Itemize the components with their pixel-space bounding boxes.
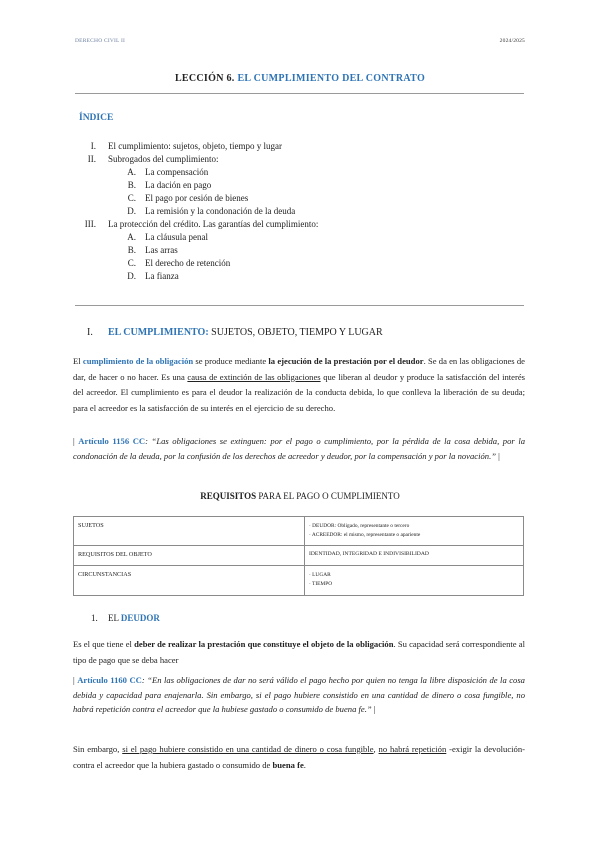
index-item-label: La compensación (145, 167, 209, 177)
index-item-number: A. (127, 167, 136, 177)
index-item-label: La dación en pago (145, 180, 212, 190)
index-item-number: C. (127, 193, 136, 203)
index-item-number: C. (127, 258, 136, 268)
table-row (74, 517, 524, 546)
bold-phrase: la ejecución de la prestación por el deudor (268, 356, 424, 366)
bold-phrase: deber de realizar la prestación que constituye el objeto de la obligación (134, 639, 394, 649)
index-item-number: D. (127, 271, 136, 281)
index-item-label: La protección del crédito. Las garantías del cumplimiento: (108, 219, 319, 229)
requirements-heading: REQUISITOS PARA EL PAGO O CUMPLIMIENTO (200, 491, 400, 501)
underlined-phrase: si el pago hubiere consistido en una cantidad de dinero o cosa fungible (122, 744, 374, 754)
section-title-bold: EL CUMPLIMIENTO: (108, 327, 209, 338)
subsection-number: 1. (91, 613, 98, 623)
table-row (74, 546, 524, 566)
paragraph-deudor: Es el que tiene el deber de realizar la prestación que constituye el objeto de la obligación. Su capacidad será correspondiente al tipo de pago que se deba hacer (73, 639, 525, 665)
article-quote: | Artículo 1156 CC: “Las obligaciones se extinguen: por el pago o cumplimiento, por la pérdida de la cosa debida, por la condonación de la deuda, por la confusión de los derechos de acreedor y deudor, por la compensación y por la novación.” | (73, 436, 525, 461)
lesson-title (0, 73, 600, 84)
index-item-number: II. (87, 154, 96, 164)
table-cell-value: · DEUDOR: Obligado, representante o tercero · ACREEDOR: el mismo, representante o apariente (305, 517, 524, 546)
header-course: DERECHO CIVIL II (75, 38, 126, 44)
index-item-label: El pago por cesión de bienes (145, 193, 249, 203)
index-heading: ÍNDICE (79, 113, 114, 123)
underlined-phrase: no habrá repetición (378, 744, 447, 754)
paragraph-repeticion: Sin embargo, si el pago hubiere consistido en una cantidad de dinero o cosa fungible, no habrá repetición -exigir la devolución- contra el acreedor que la hubiera gastado o consumido de buena fe. (73, 744, 525, 770)
index-item-label: La fianza (145, 271, 179, 281)
paragraph-definition: El cumplimiento de la obligación se produce mediante la ejecución de la prestación por el deudor. Se da en las obligaciones de dar, de hacer o no hacer. Es una causa de extinción de las obligaciones que liberan al deudor y produce la satisfacción del interés del acreedor. El cumplimiento es para el deudor la realización de la conducta debida, lo que conlleva la liberación de su deuda; para el acreedor es la satisfacción de su interés en el ejercicio de su derecho. (73, 356, 525, 413)
lesson-number: LECCIÓN 6. (174, 73, 235, 84)
index-item-label: La cláusula penal (145, 232, 208, 242)
lesson-name: EL CUMPLIMIENTO DEL CONTRATO (237, 73, 426, 84)
section-number: I. (87, 327, 93, 338)
index-item-label: Subrogados del cumplimiento: (108, 154, 219, 164)
header-year: 2024/2025 (499, 38, 525, 44)
index-item-label: El derecho de retención (145, 258, 231, 268)
index-item-number: B. (127, 180, 136, 190)
requirements-table (73, 516, 524, 596)
table-cell-label: REQUISITOS DEL OBJETO (74, 546, 305, 566)
index-item-label: Las arras (145, 245, 178, 255)
bold-phrase: buena fe (272, 759, 304, 770)
index-divider (75, 305, 524, 306)
table-cell-label: SUJETOS (74, 517, 305, 546)
index-item-number: A. (127, 232, 136, 242)
highlight-term: cumplimiento de la obligación (82, 356, 194, 366)
table-cell-label: CIRCUNSTANCIAS (74, 566, 305, 596)
index-item-label: La remisión y la condonación de la deuda (145, 206, 296, 216)
index-item-label: El cumplimiento: sujetos, objeto, tiempo y lugar (108, 141, 282, 151)
table-row (74, 566, 524, 596)
index-item-number: D. (127, 206, 136, 216)
article-reference: Artículo 1156 CC (78, 436, 146, 446)
subsection-title-bold: DEUDOR (120, 613, 160, 623)
table-cell-value: IDENTIDAD, INTEGRIDAD E INDIVISIBILIDAD (305, 546, 524, 566)
underlined-phrase: causa de extinción de las obligaciones (187, 371, 321, 382)
article-quote: | Artículo 1160 CC: “En las obligaciones de dar no será válido el pago hecho por quien no tenga la libre disposición de la cosa debida y capacidad para enajenarla. Sin embargo, si el pago hubiere consistido en una cantidad de dinero o cosa fungible, no habrá repetición contra el acreedor que la hubiese gastado o consumido de buena fe.” | (73, 675, 525, 714)
index-item-number: I. (90, 141, 96, 151)
section-title-rest: SUJETOS, OBJETO, TIEMPO Y LUGAR (208, 327, 383, 338)
table-cell-value: · LUGAR · TIEMPO (305, 566, 524, 596)
index-item-number: III. (84, 219, 96, 229)
index-item-number: B. (127, 245, 136, 255)
article-reference: Artículo 1160 CC (77, 675, 142, 685)
title-divider (75, 93, 524, 94)
